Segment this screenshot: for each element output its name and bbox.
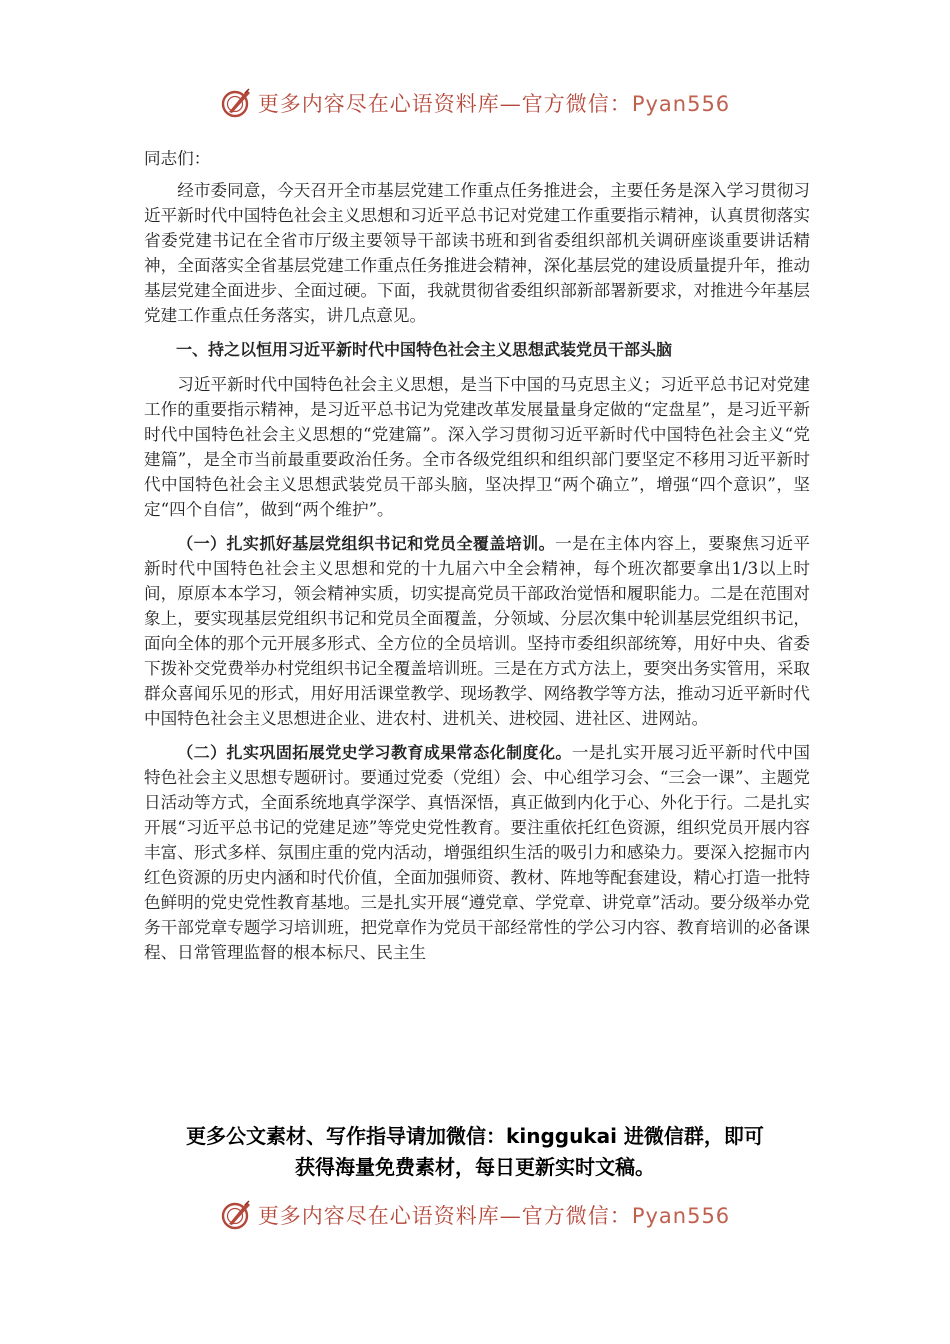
section-1-paragraph: 习近平新时代中国特色社会主义思想，是当下中国的马克思主义；习近平总书记对党建工作的重要指示精神，是习近平总书记为党建改革发展量量身定做的“定盘星”，是习近平新时代中国特色社会主义思想的“党建篇”。深入学习贯彻习近平新时代中国特色社会主义“党建篇”，是全市当前最重要政治任务。全市各级党组织和组织部门要坚定不移用习近平新时代中国特色社会主义思想武装党员干部头脑，坚决捍卫“两个确立”，增强“四个意识”，坚定“四个自信”，做到“两个维护”。 [144, 375, 810, 519]
section-heading-1: 一、持之以恒用习近平新时代中国特色社会主义思想武装党员干部头脑 [176, 340, 673, 359]
banner-wechat-id: Pyan556 [631, 92, 731, 116]
intro-paragraph: 经市委同意，今天召开全市基层党建工作重点任务推进会，主要任务是深入学习贯彻习近平新时代中国特色社会主义思想和习近平总书记对党建工作重要指示精神，认真贯彻落实省委党建书记在全省市厅级主要领导干部读书班和到省委组织部机关调研座谈重要讲话精神，全面落实全省基层党建工作重点任务推进会精神，深化基层党的建设质量提升年，推动基层党建全面进步、全面过硬。下面，我就贯彻省委组织部新部署新要求，对推进今年基层党建工作重点任务落实，讲几点意见。 [144, 181, 810, 325]
subsection-1-body: 一是在主体内容上，要聚焦习近平新时代中国特色社会主义思想和党的十九届六中全会精神，每个班次都要拿出1/3以上时间，原原本本学习，领会精神实质，切实提高党员干部政治觉悟和履职能力。二是在范围对象上，要实现基层党组织书记和党员全面覆盖，分领域、分层次集中轮训基层党组织书记，面向全体的那个元开展多形式、全方位的全员培训。坚持市委组织部统筹，用好中央、省委下拨补交党费举办村党组织书记全覆盖培训班。三是在方式方法上，要突出务实管用，采取群众喜闻乐见的形式，用好用活课堂教学、现场教学、网络教学等方法，推动习近平新时代中国特色社会主义思想进企业、进农村、进机关、进校园、进社区、进网站。 [144, 534, 810, 728]
subsection-2-body: 一是扎实开展习近平新时代中国特色社会主义思想专题研讨。要通过党委（党组）会、中心组学习会、“三会一课”、主题党日活动等方式，全面系统地真学深学、真悟深悟，真正做到内化于心、外化于行。二是扎实开展“习近平总书记的党建足迹”等党史党性教育。要注重依托红色资源，组织党员开展内容丰富、形式多样、氛围庄重的党内活动，增强组织生活的吸引力和感染力。要深入挖掘市内红色资源的历史内涵和时代价值，全面加强师资、教材、阵地等配套建设，精心打造一批特色鲜明的党史党性教育基地。三是扎实开展“遵党章、学党章、讲党章”活动。要分级举办党务干部党章专题学习培训班，把党章作为党员干部经常性的学公习内容、教育培训的必备课程、日常管理监督的根本标尺、民主生 [144, 743, 810, 962]
banner-text: 更多内容尽在心语资料库—官方微信：Pyan556 [257, 92, 731, 116]
subsection-2-title: （二）扎实巩固拓展党史学习教育成果常态化制度化。 [177, 743, 572, 762]
salutation: 同志们： [144, 149, 211, 168]
subsection-1-title: （一）扎实抓好基层党组织书记和党员全覆盖培训。 [177, 534, 556, 553]
promo-notice [0, 1121, 950, 1183]
footer-banner [0, 1195, 950, 1235]
banner-wechat-id: Pyan556 [631, 1204, 731, 1228]
document-body [144, 146, 810, 974]
header-banner [0, 83, 950, 123]
promo-line-2: 获得海量免费素材，每日更新实时文稿。 [295, 1155, 655, 1179]
quill-logo-icon [220, 86, 254, 120]
quill-logo-icon [220, 1198, 254, 1232]
banner-text: 更多内容尽在心语资料库—官方微信：Pyan556 [257, 1204, 731, 1228]
subsection-1-paragraph [144, 531, 810, 731]
promo-line-1: 更多公文素材、写作指导请加微信：kinggukai 进微信群，即可 [186, 1124, 764, 1148]
subsection-2-paragraph [144, 740, 810, 965]
